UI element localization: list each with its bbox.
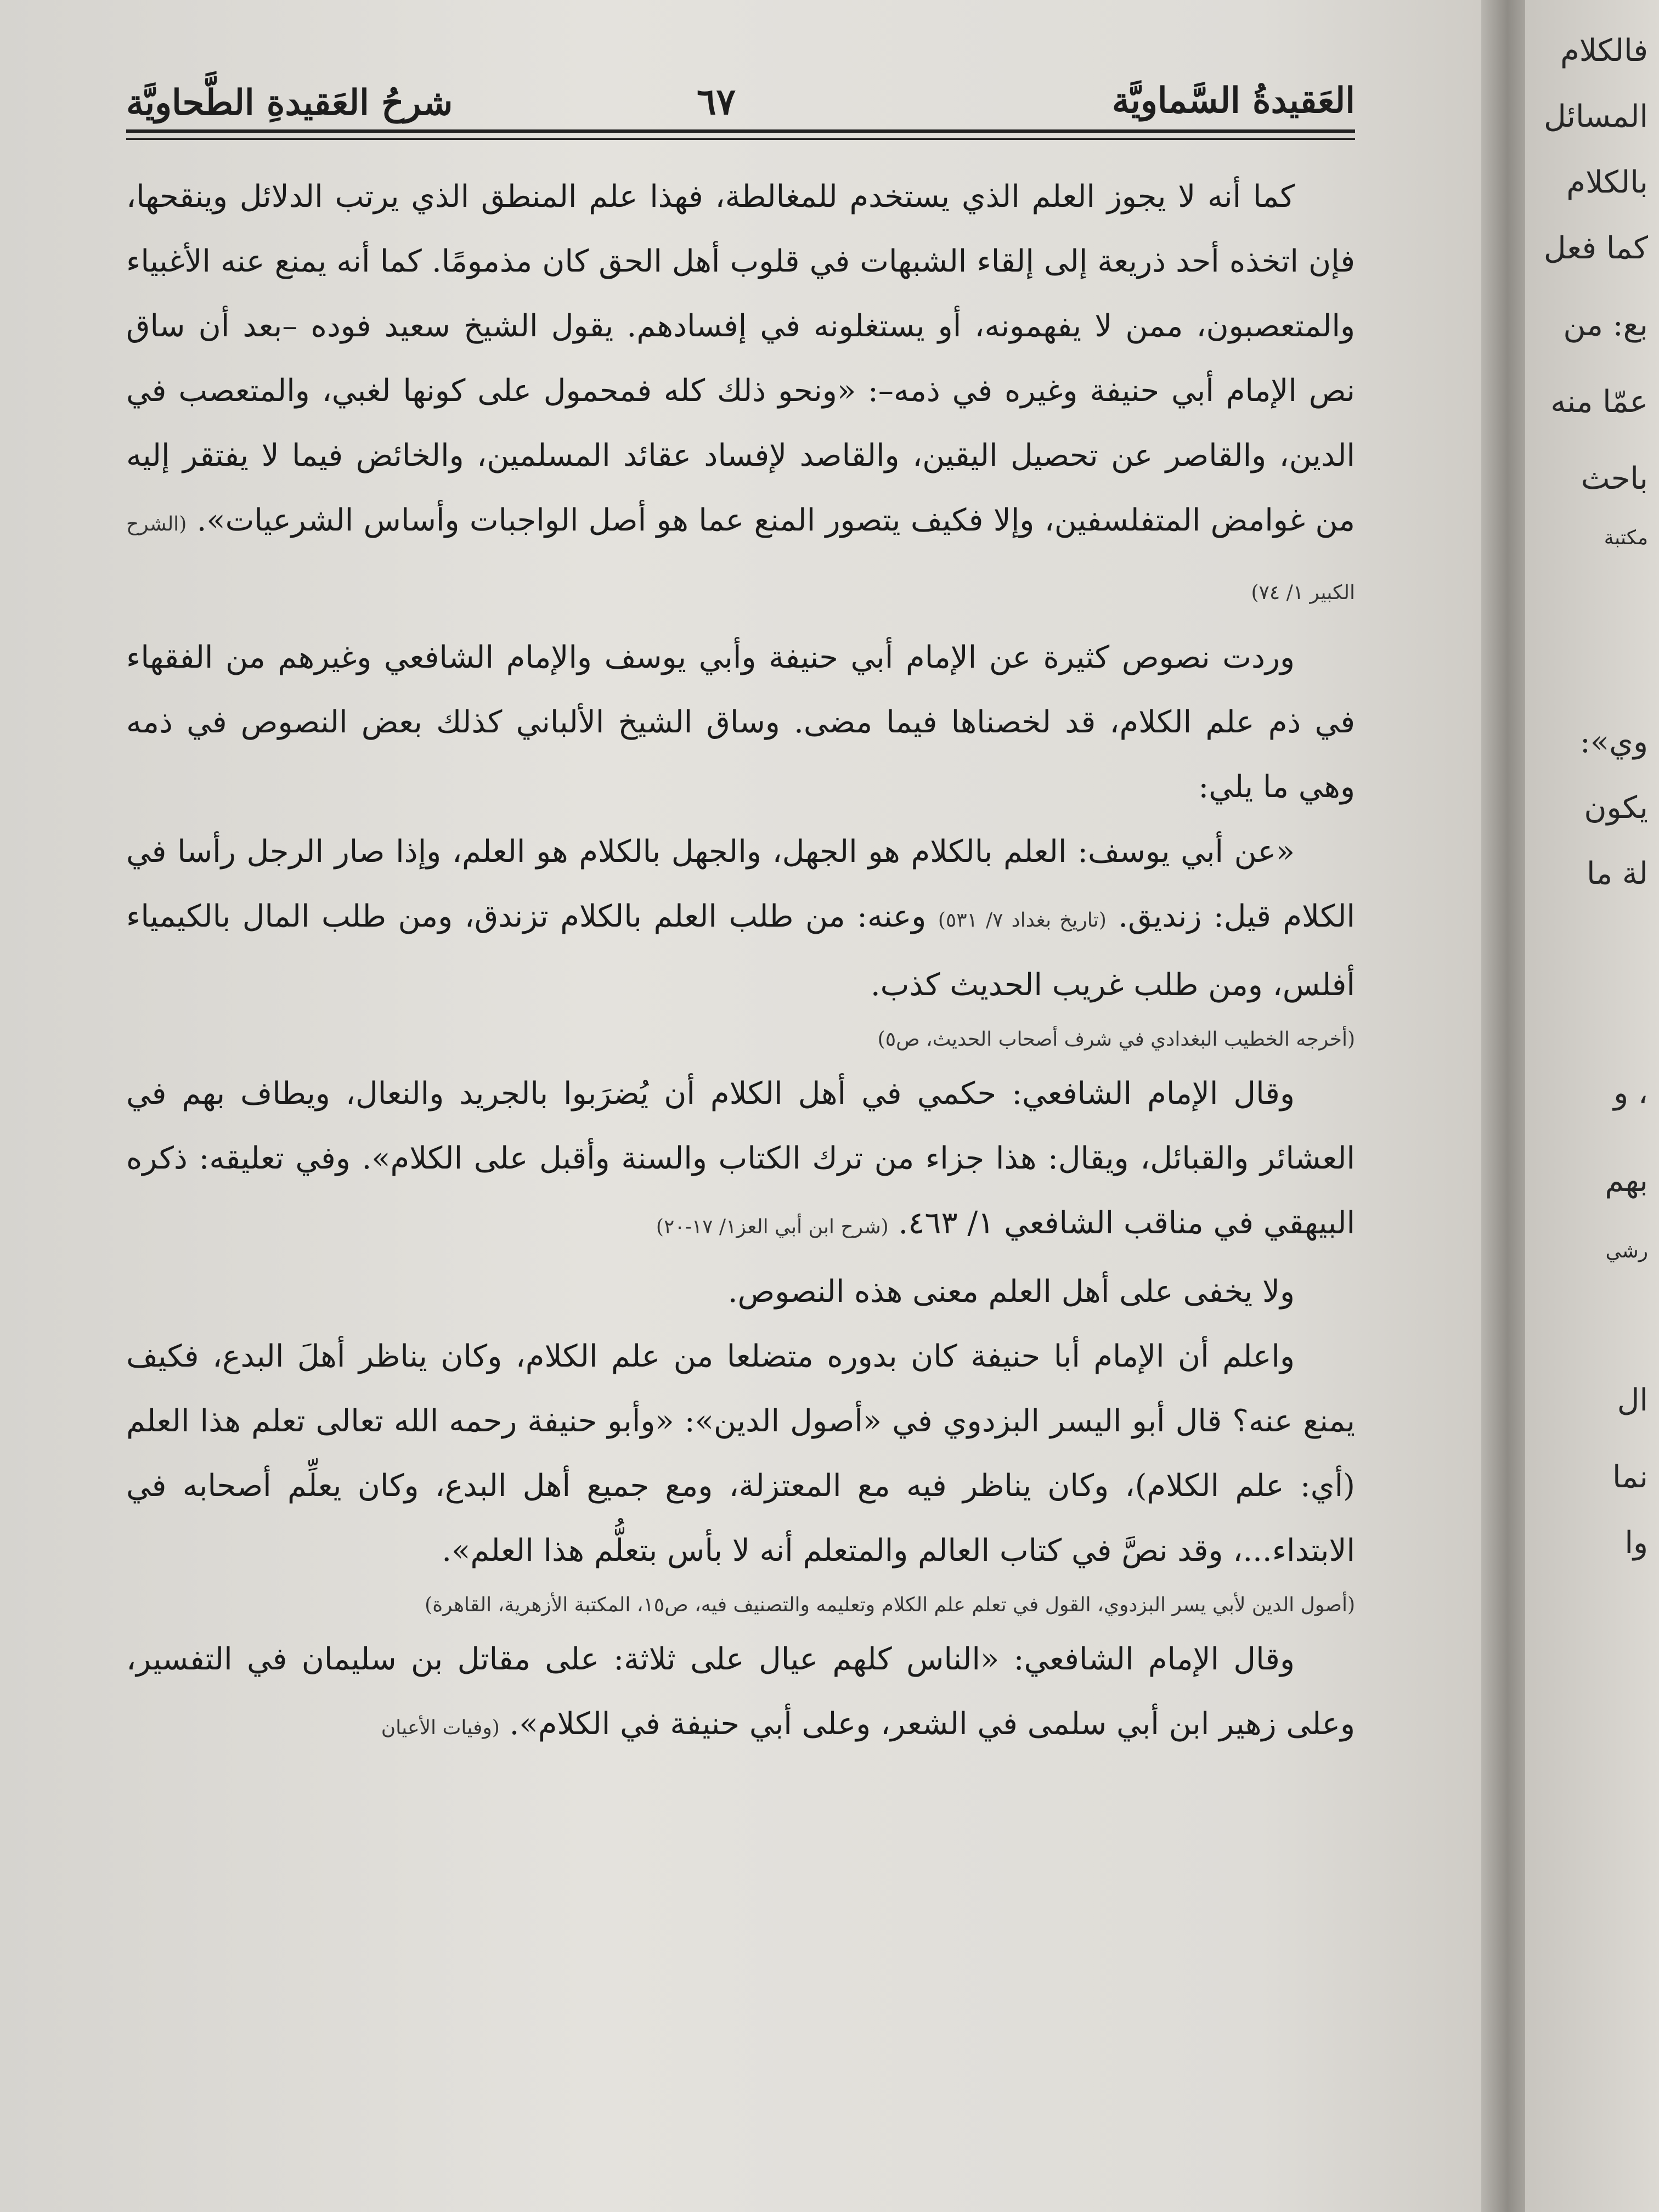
facing-page-fragment: بهم [1605, 1163, 1648, 1199]
paragraph-4-text: وقال الإمام الشافعي: حكمي في أهل الكلام أن يُضرَبوا بالجريد والنعال، ويطاف بهم في العشائر والقبائل، ويقال: هذا جزاء من ترك الكتاب والسنة وأقبل على الكلام». وفي تعليقه: ذكره البيهقي في مناقب الشافعي ١/ ٤٦٣. [126, 1076, 1355, 1241]
paragraph-3b-text: وعنه: من طلب العلم بالكلام تزندق، ومن طلب المال بالكيمياء أفلس، ومن طلب غريب الحديث كذب. [126, 899, 1355, 1003]
paragraph-7 [126, 1627, 1355, 1760]
citation-6: (وفيات الأعيان [381, 1717, 500, 1739]
paragraph-5-text: ولا يخفى على أهل العلم معنى هذه النصوص. [727, 1274, 1295, 1310]
facing-page-fragment: وي»: [1579, 724, 1648, 760]
paragraph-6 [126, 1324, 1355, 1583]
paragraph-2-text: وردت نصوص كثيرة عن الإمام أبي حنيفة وأبي يوسف والإمام الشافعي وغيرهم من الفقهاء في ذم علم الكلام، قد لخصناها فيما مضى. وساق الشيخ الألباني كذلك بعض النصوص في ذمه وهي ما يلي: [126, 640, 1355, 805]
paragraph-1 [126, 165, 1355, 625]
header-rule-thick [126, 129, 1355, 133]
paragraph-7-text: وقال الإمام الشافعي: «الناس كلهم عيال على ثلاثة: على مقاتل بن سليمان في التفسير، وعلى زهير ابن أبي سلمى في الشعر، وعلى أبي حنيفة في الكلام». [126, 1641, 1355, 1742]
paragraph-2 [126, 625, 1355, 820]
paragraph-3-text: «عن أبي يوسف: العلم بالكلام هو الجهل، والجهل بالكلام هو العلم، وإذا صار الرجل رأسا في الكلام قيل: زنديق. [126, 834, 1355, 934]
facing-page-fragment: فالكلام [1560, 33, 1648, 69]
facing-page-fragment: رشي [1605, 1240, 1648, 1262]
citation-4: (شرح ابن أبي العز١/ ١٧-٢٠) [656, 1216, 889, 1238]
page-body [126, 165, 1355, 1760]
paragraph-6-text: واعلم أن الإمام أبا حنيفة كان بدوره متضلعا من علم الكلام، وكان يناظر أهلَ البدع، فكيف يمنع عنه؟ قال أبو اليسر البزدوي في «أصول الدين»: «وأبو حنيفة رحمه الله تعالى تعلم هذا العلم (أي: علم الكلام)، وكان يناظر فيه مع المعتزلة، ومع جميع أهل البدع، وكان يعلِّم أصحابه في الابتداء...، وقد نصَّ في كتاب العالم والمتعلم أنه لا بأس بتعلُّم هذا العلم». [126, 1339, 1355, 1568]
page-number: ٦٧ [697, 80, 736, 123]
header-rule-thin [126, 138, 1355, 140]
right-book-page-edge [1525, 0, 1659, 2212]
facing-page-fragment: لة ما [1587, 856, 1648, 891]
facing-page-fragment: بع: من [1563, 307, 1648, 343]
citation-3: (أخرجه الخطيب البغدادي في شرف أصحاب الحديث، ص٥) [877, 1028, 1355, 1051]
facing-page-fragment: نما [1612, 1459, 1648, 1495]
paragraph-1-text: كما أنه لا يجوز العلم الذي يستخدم للمغالطة، فهذا علم المنطق الذي يرتب الدلائل وينقحها، فإن اتخذه أحد ذريعة إلى إلقاء الشبهات في قلوب أهل الحق كان مذمومًا. كما أنه يمنع عنه الأغبياء والمتعصبون، ممن لا يفهمونه، أو يستغلونه في إفسادهم. يقول الشيخ سعيد فوده –بعد أن ساق نص الإمام أبي حنيفة وغيره في ذمه–: «ونحو ذلك كله فمحمول على كونها لغبي، والمتعصب في الدين، والقاصر عن تحصيل اليقين، والقاصد لإفساد عقائد المسلمين، والخائض فيما لا يفتقر إليه من غوامض المتفلسفين، وإلا فكيف يتصور المنع عما هو أصل الواجبات وأساس الشرعيات». [126, 179, 1355, 538]
citation-2: (تاريخ بغداد ٧/ ٥٣١) [938, 909, 1107, 932]
facing-page-fragment: وا [1624, 1525, 1648, 1561]
citation-1: (الشرح الكبير ١/ ٧٤) [126, 513, 1355, 604]
facing-page-fragment: عمّا منه [1550, 384, 1648, 420]
facing-page-fragment: باحث [1581, 461, 1648, 496]
facing-page-fragment: المسائل [1543, 99, 1648, 134]
running-title-right: العَقيدةُ السَّماويَّة [1111, 80, 1355, 121]
paragraph-4 [126, 1062, 1355, 1260]
citation-5: (أصول الدين لأبي يسر البزدوي، القول في تعلم علم الكلام وتعليمه والتصنيف فيه، ص١٥، المكتبة الأزهرية، القاهرة) [425, 1594, 1355, 1616]
facing-page-fragment: يكون [1584, 790, 1648, 826]
book-gutter [1481, 0, 1525, 2212]
page-header [126, 77, 1355, 137]
facing-page-fragment: كما فعل [1543, 230, 1648, 266]
paragraph-3 [126, 820, 1355, 1018]
facing-page-fragment: بالكلام [1566, 165, 1648, 200]
facing-page-fragment: ال [1617, 1383, 1648, 1418]
facing-page-fragment: مكتبة [1604, 527, 1648, 549]
running-title-left: شرحُ العَقيدةِ الطَّحاويَّة [126, 82, 453, 123]
paragraph-5 [126, 1260, 1355, 1324]
facing-page-fragment: ، و [1613, 1075, 1648, 1111]
